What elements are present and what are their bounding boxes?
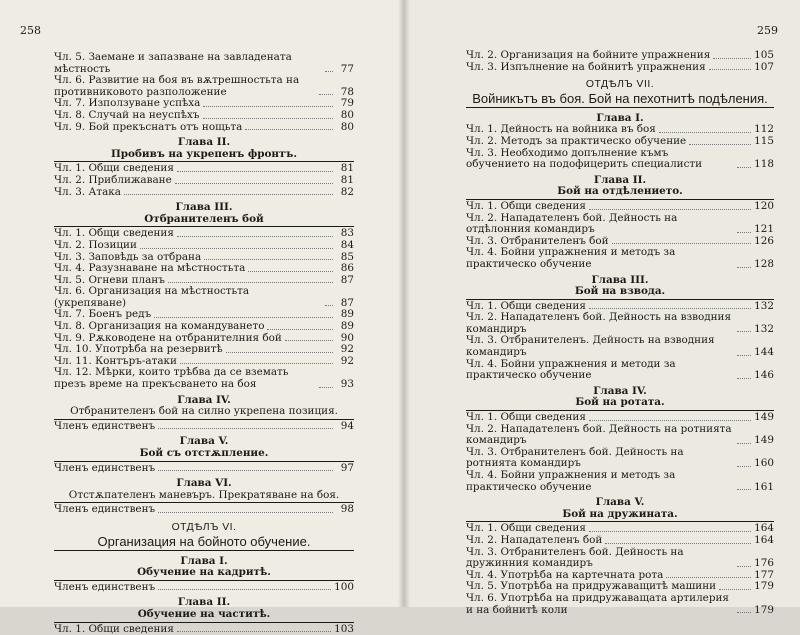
dot-leader <box>319 387 333 388</box>
dot-leader <box>737 355 751 356</box>
dot-leader <box>737 489 751 490</box>
right-page <box>404 0 800 616</box>
toc-page-number: 179 <box>754 580 774 593</box>
toc-page-number: 103 <box>334 622 354 635</box>
chapter-heading: Глава I. <box>180 554 228 567</box>
chapter-heading: Глава VI. <box>176 477 232 490</box>
toc-page-number: 118 <box>754 158 774 171</box>
chapter-heading: Глава V. <box>179 435 229 448</box>
toc-entry-title: Чл. 5. Употрѣба на придружаващитѣ машини <box>466 580 717 593</box>
chapter-heading: Глава II. <box>177 136 231 149</box>
toc-page-number: 112 <box>754 123 774 136</box>
dot-leader <box>248 271 333 272</box>
toc-entry <box>466 424 774 447</box>
dot-leader <box>140 248 333 249</box>
dot-leader <box>325 305 333 306</box>
toc-entry-title: Чл. 8. Организация на командуването <box>54 320 265 333</box>
toc-page-number: 164 <box>754 533 774 546</box>
dot-leader <box>589 308 751 309</box>
toc-entry <box>54 175 354 187</box>
toc-entry-title: Чл. 1. Общи сведения <box>466 411 586 424</box>
toc-page-number: 161 <box>754 480 774 493</box>
toc-entry-title: Чл. 1. Общи сведения <box>466 199 586 212</box>
dot-leader <box>589 420 751 421</box>
toc-page-number: 86 <box>340 262 354 275</box>
toc-entry <box>54 263 354 275</box>
book-gutter <box>398 0 410 607</box>
chapter-heading: Глава III. <box>175 201 233 214</box>
toc-entry <box>54 240 354 252</box>
chapter-title: Отстѫпателенъ маневъръ. Прекратяване на боя. <box>68 488 340 501</box>
toc-page-number: 87 <box>340 273 354 286</box>
toc-entry-title: Чл. 2. Нападателенъ бой. Дейность на отдѣлонния командиръ <box>466 211 678 236</box>
toc-entry-title: Членъ единственъ <box>54 461 156 474</box>
dot-leader <box>737 466 751 467</box>
dot-leader <box>737 443 751 444</box>
table-of-contents <box>466 50 774 616</box>
toc-entry <box>54 75 354 98</box>
dot-leader <box>154 317 333 318</box>
toc-page-number: 120 <box>754 199 774 212</box>
toc-entry <box>54 367 354 390</box>
toc-page-number: 132 <box>754 299 774 312</box>
toc-page-number: 92 <box>340 343 354 356</box>
dot-leader <box>267 329 333 330</box>
toc-page-number: 149 <box>754 434 774 447</box>
toc-page-number: 177 <box>754 568 774 581</box>
toc-entry-title: Чл. 6. Развитие на боя въ вѫтрешностьта на противниковото разположение <box>54 74 300 98</box>
toc-entry <box>466 148 774 171</box>
toc-entry <box>54 504 354 516</box>
toc-entry-title: Чл. 4. Бойни упражнения и методъ за практическо обучение <box>466 246 676 270</box>
table-of-contents <box>54 52 354 635</box>
toc-entry <box>466 335 774 358</box>
toc-entry-title: Чл. 12. Мѣрки, които трѣбва да се вземать презъ време на прекъсването на боя <box>54 366 289 391</box>
dot-leader <box>175 183 333 184</box>
toc-entry <box>466 593 774 616</box>
dot-leader <box>319 94 333 95</box>
toc-page-number: 179 <box>754 603 774 616</box>
toc-entry <box>466 312 774 335</box>
toc-entry-title: Чл. 1. Общи сведения <box>54 622 174 635</box>
heading-rule <box>54 550 354 551</box>
dot-leader <box>158 589 331 590</box>
dot-leader <box>737 331 751 332</box>
chapter-title: Бой на взвода. <box>574 285 666 298</box>
toc-page-number: 115 <box>754 134 774 147</box>
toc-page-number: 77 <box>340 62 354 75</box>
toc-page-number: 164 <box>754 522 774 535</box>
toc-page-number: 78 <box>340 85 354 98</box>
chapter-title: Обучение на кадритѣ. <box>137 566 271 579</box>
toc-entry <box>466 62 774 74</box>
toc-entry <box>466 547 774 570</box>
toc-entry <box>466 247 774 270</box>
toc-entry-title: Чл. 2. Приближаване <box>54 173 172 186</box>
dot-leader <box>180 363 333 364</box>
dot-leader <box>177 236 333 237</box>
toc-entry-title: Чл. 2. Нападателенъ бой. Дейность на взводния командиръ <box>466 311 732 335</box>
toc-entry-title: Чл. 5. Заемане и запазване на завладената мѣстность <box>54 51 292 75</box>
dot-leader <box>719 589 751 590</box>
dot-leader <box>177 171 333 172</box>
chapter-title: Обучение на частитѣ. <box>137 607 271 620</box>
page-number: 258 <box>20 24 41 37</box>
toc-page-number: 81 <box>340 162 354 175</box>
toc-page-number: 82 <box>340 185 354 198</box>
toc-entry-title: Чл. 2. Нападателенъ бой <box>466 533 603 546</box>
dot-leader <box>659 132 751 133</box>
dot-leader <box>177 631 331 632</box>
toc-entry-title: Чл. 11. Контъръ-атаки <box>54 354 177 367</box>
toc-page-number: 144 <box>754 346 774 359</box>
toc-entry <box>54 122 354 134</box>
toc-entry-title: Чл. 7. Боенъ редъ <box>54 308 152 321</box>
dot-leader <box>285 340 333 341</box>
toc-page-number: 84 <box>340 238 354 251</box>
toc-page-number: 81 <box>340 173 354 186</box>
toc-page-number: 176 <box>754 557 774 570</box>
toc-entry-title: Чл. 2. Нападателенъ бой. Дейность на ротнията командиръ <box>466 422 732 447</box>
toc-entry-title: Чл. 1. Общи сведения <box>54 227 174 240</box>
toc-entry-title: Чл. 1. Общи сведения <box>466 522 586 535</box>
section-title: Войникътъ въ боя. Бой на пехотнитѣ подѣления. <box>472 90 768 106</box>
toc-entry-title: Чл. 1. Общи сведения <box>466 299 586 312</box>
dot-leader <box>612 243 752 244</box>
dot-leader <box>737 232 751 233</box>
toc-page-number: 98 <box>340 503 354 516</box>
dot-leader <box>158 428 333 429</box>
chapter-title: Пробивъ на укрепенъ фронтъ. <box>110 147 298 160</box>
toc-entry-title: Чл. 6. Организация на мѣстностьта (укрепяване) <box>54 285 250 309</box>
toc-page-number: 94 <box>340 419 354 432</box>
toc-entry <box>54 463 354 475</box>
dot-leader <box>589 531 751 532</box>
toc-page-number: 146 <box>754 369 774 382</box>
toc-entry-title: Чл. 3. Изпълнение на бойнитѣ упражнения <box>466 60 706 73</box>
toc-entry <box>54 52 354 75</box>
chapter-title: Бой на отдѣлението. <box>557 185 683 198</box>
toc-page-number: 160 <box>754 457 774 470</box>
toc-page-number: 87 <box>340 296 354 309</box>
toc-entry <box>54 286 354 309</box>
toc-entry-title: Чл. 3. Атака <box>54 185 121 198</box>
chapter-heading: Глава I. <box>596 111 644 124</box>
toc-entry <box>54 187 354 199</box>
toc-page-number: 83 <box>340 227 354 240</box>
toc-entry-title: Чл. 3. Отбранителенъ. Дейность на взводния командиръ <box>466 334 715 359</box>
toc-entry <box>466 412 774 424</box>
toc-entry-title: Чл. 3. Отбранителенъ бой <box>466 234 609 247</box>
heading-rule <box>466 107 774 108</box>
dot-leader <box>589 209 751 210</box>
dot-leader <box>226 352 333 353</box>
dot-leader <box>168 282 333 283</box>
chapter-title: Бой на ротата. <box>575 396 665 409</box>
toc-entry <box>466 213 774 236</box>
dot-leader <box>737 267 751 268</box>
toc-entry <box>54 582 354 594</box>
toc-entry-title: Чл. 6. Употрѣба на придружаващата артилерия и на бойнитѣ коли <box>466 591 729 616</box>
chapter-title: Бой на дружината. <box>562 507 678 520</box>
toc-entry-title: Чл. 9. Бой прекъснатъ отъ нощьта <box>54 120 243 133</box>
toc-entry <box>466 535 774 547</box>
toc-entry-title: Членъ единственъ <box>54 503 156 516</box>
toc-entry-title: Чл. 10. Употрѣба на резервитѣ <box>54 343 223 356</box>
toc-entry-title: Чл. 2. Методъ за практическо обучение <box>466 134 687 147</box>
dot-leader <box>713 58 751 59</box>
dot-leader <box>124 194 333 195</box>
page-number: 259 <box>757 24 778 37</box>
chapter-heading: Глава III. <box>591 273 649 286</box>
toc-page-number: 89 <box>340 308 354 321</box>
toc-page-number: 90 <box>340 331 354 344</box>
toc-entry-title: Чл. 3. Отбранителенъ бой. Дейность на дружинния командиръ <box>466 545 684 570</box>
toc-page-number: 107 <box>754 60 774 73</box>
dot-leader <box>245 129 333 130</box>
toc-page-number: 128 <box>754 257 774 270</box>
chapter-heading: Глава II. <box>593 173 647 186</box>
chapter-heading: Глава IV. <box>593 384 647 397</box>
dot-leader <box>737 167 751 168</box>
toc-page-number: 149 <box>754 411 774 424</box>
dot-leader <box>709 69 752 70</box>
toc-page-number: 97 <box>340 461 354 474</box>
section-heading: ОТДѢЛЪ VII. <box>585 79 655 91</box>
toc-entry-title: Чл. 7. Използуване успѣха <box>54 97 201 110</box>
dot-leader <box>204 259 333 260</box>
toc-entry-title: Чл. 1. Дейность на войника въ боя <box>466 123 656 136</box>
section-title: Организация на бойното обучение. <box>97 533 311 549</box>
chapter-heading: Глава II. <box>177 596 231 609</box>
toc-page-number: 132 <box>754 322 774 335</box>
toc-entry <box>466 447 774 470</box>
toc-page-number: 89 <box>340 320 354 333</box>
toc-page-number: 85 <box>340 250 354 263</box>
toc-entry-title: Чл. 8. Случай на неуспѣхъ <box>54 108 200 121</box>
toc-entry-title: Чл. 1. Общи сведения <box>54 162 174 175</box>
toc-entry <box>54 421 354 433</box>
toc-page-number: 92 <box>340 354 354 367</box>
toc-entry-title: Чл. 5. Огневи планъ <box>54 273 165 286</box>
toc-entry <box>54 321 354 333</box>
chapter-title: Отбранителенъ бой на силно укрепена позиция. <box>70 405 338 418</box>
dot-leader <box>203 118 333 119</box>
dot-leader <box>605 543 751 544</box>
dot-leader <box>737 612 751 613</box>
toc-entry <box>466 470 774 493</box>
toc-page-number: 80 <box>340 108 354 121</box>
toc-entry-title: Чл. 3. Необходимо допълнение къмъ обучението на подофицерить специалисти <box>466 146 703 171</box>
toc-entry-title: Чл. 4. Бойни упражнения и методъ за практическо обучение <box>466 469 676 493</box>
dot-leader <box>737 566 751 567</box>
toc-entry-title: Чл. 4. Употрѣба на картечната рота <box>466 568 664 581</box>
toc-entry-title: Чл. 3. Заповѣдь за отбрана <box>54 250 202 263</box>
toc-entry-title: Чл. 4. Бойни упражнения и методи за практическо обучение <box>466 357 676 382</box>
toc-entry <box>54 624 354 635</box>
section-heading: ОТДѢЛЪ VI. <box>171 521 237 533</box>
dot-leader <box>666 577 751 578</box>
dot-leader <box>158 512 333 513</box>
toc-entry-title: Членъ единственъ <box>54 580 156 593</box>
toc-page-number: 79 <box>340 97 354 110</box>
toc-page-number: 100 <box>334 580 354 593</box>
toc-entry-title: Чл. 9. Рѫководене на отбранителния бой <box>54 331 282 344</box>
toc-page-number: 121 <box>754 223 774 236</box>
dot-leader <box>203 106 333 107</box>
chapter-heading: Глава IV. <box>177 393 231 406</box>
toc-page-number: 80 <box>340 120 354 133</box>
toc-entry-title: Чл. 2. Позиции <box>54 238 137 251</box>
toc-entry <box>54 110 354 122</box>
chapter-title: Отбранителенъ бой <box>144 212 264 225</box>
toc-entry <box>466 359 774 382</box>
toc-entry <box>466 50 774 62</box>
toc-entry-title: Чл. 3. Отбранителенъ бой. Дейность на ротнията командиръ <box>466 445 684 470</box>
dot-leader <box>737 378 751 379</box>
toc-page-number: 105 <box>754 49 774 61</box>
toc-page-number: 126 <box>754 234 774 247</box>
chapter-title: Бой съ отстѫпление. <box>139 447 269 459</box>
toc-entry-title: Чл. 4. Разузнаване на мѣстностьта <box>54 262 246 275</box>
toc-entry <box>466 201 774 213</box>
dot-leader <box>158 470 333 471</box>
toc-entry <box>466 136 774 148</box>
dot-leader <box>689 144 751 145</box>
chapter-heading: Глава V. <box>595 496 645 509</box>
toc-entry-title: Чл. 2. Организация на бойните упражнения <box>466 49 711 61</box>
toc-page-number: 93 <box>340 378 354 391</box>
dot-leader <box>325 71 333 72</box>
toc-entry-title: Членъ единственъ <box>54 419 156 432</box>
